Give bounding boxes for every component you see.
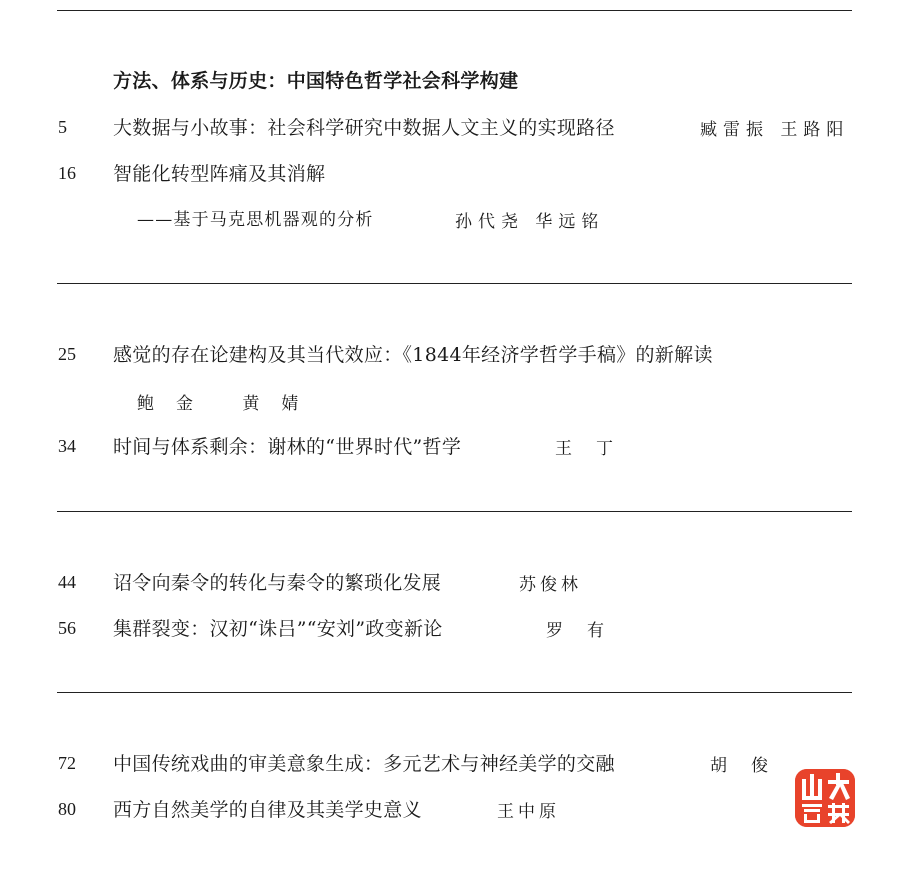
toc-entry[interactable] xyxy=(0,614,900,644)
page-number: 44 xyxy=(58,572,76,592)
toc-entry-subtitle-row xyxy=(0,205,900,235)
article-title[interactable]: 中国传统戏曲的审美意象生成：多元艺术与神经美学的交融 xyxy=(113,753,615,775)
section-heading-row xyxy=(0,66,900,96)
toc-entry[interactable] xyxy=(0,113,900,143)
section-heading: 方法、体系与历史：中国特色哲学社会科学构建 xyxy=(113,70,519,92)
article-authors: 臧雷振 王路阳 xyxy=(700,120,850,140)
toc-entry[interactable] xyxy=(0,568,900,598)
section-divider xyxy=(57,511,852,512)
toc-entry[interactable] xyxy=(0,432,900,462)
article-authors: 王中原 xyxy=(497,802,560,822)
watermark-logo-mark xyxy=(795,769,855,827)
article-authors: 苏俊林 xyxy=(519,575,582,595)
toc-entry-author-row xyxy=(0,387,900,417)
page-number: 5 xyxy=(58,117,67,137)
toc-entry[interactable] xyxy=(0,749,900,779)
article-subtitle: ——基于马克思机器观的分析 xyxy=(137,210,374,230)
toc-entry[interactable] xyxy=(0,340,900,370)
page-number: 80 xyxy=(58,799,76,819)
section-divider xyxy=(57,283,852,284)
page-number: 16 xyxy=(58,163,76,183)
section-divider xyxy=(57,10,852,11)
article-authors: 罗有 xyxy=(546,621,628,641)
article-authors: 孙代尧 华远铭 xyxy=(455,212,605,232)
article-authors: 鲍金 黄婧 xyxy=(137,394,321,414)
article-title[interactable]: 西方自然美学的自律及其美学史意义 xyxy=(113,799,422,821)
page-number: 34 xyxy=(58,436,76,456)
article-authors: 王丁 xyxy=(555,439,637,459)
section-divider xyxy=(57,692,852,693)
article-title[interactable]: 集群裂变：汉初“诛吕”“安刘”政变新论 xyxy=(113,618,443,640)
page-number: 72 xyxy=(58,753,76,773)
toc-entry[interactable] xyxy=(0,159,900,189)
watermark-logo xyxy=(795,769,855,827)
page-number: 56 xyxy=(58,618,76,638)
page-number: 25 xyxy=(58,344,76,364)
article-title[interactable]: 大数据与小故事：社会科学研究中数据人文主义的实现路径 xyxy=(113,117,615,139)
toc-entry[interactable] xyxy=(0,795,900,825)
article-title[interactable]: 诏令向秦令的转化与秦令的繁琐化发展 xyxy=(113,572,442,594)
article-title[interactable]: 智能化转型阵痛及其消解 xyxy=(113,163,326,185)
article-title[interactable]: 时间与体系剩余：谢林的“世界时代”哲学 xyxy=(113,436,462,458)
article-title[interactable]: 感觉的存在论建构及其当代效应：《1844年经济学哲学手稿》的新解读 xyxy=(113,344,713,366)
article-authors: 胡俊 xyxy=(710,756,792,776)
